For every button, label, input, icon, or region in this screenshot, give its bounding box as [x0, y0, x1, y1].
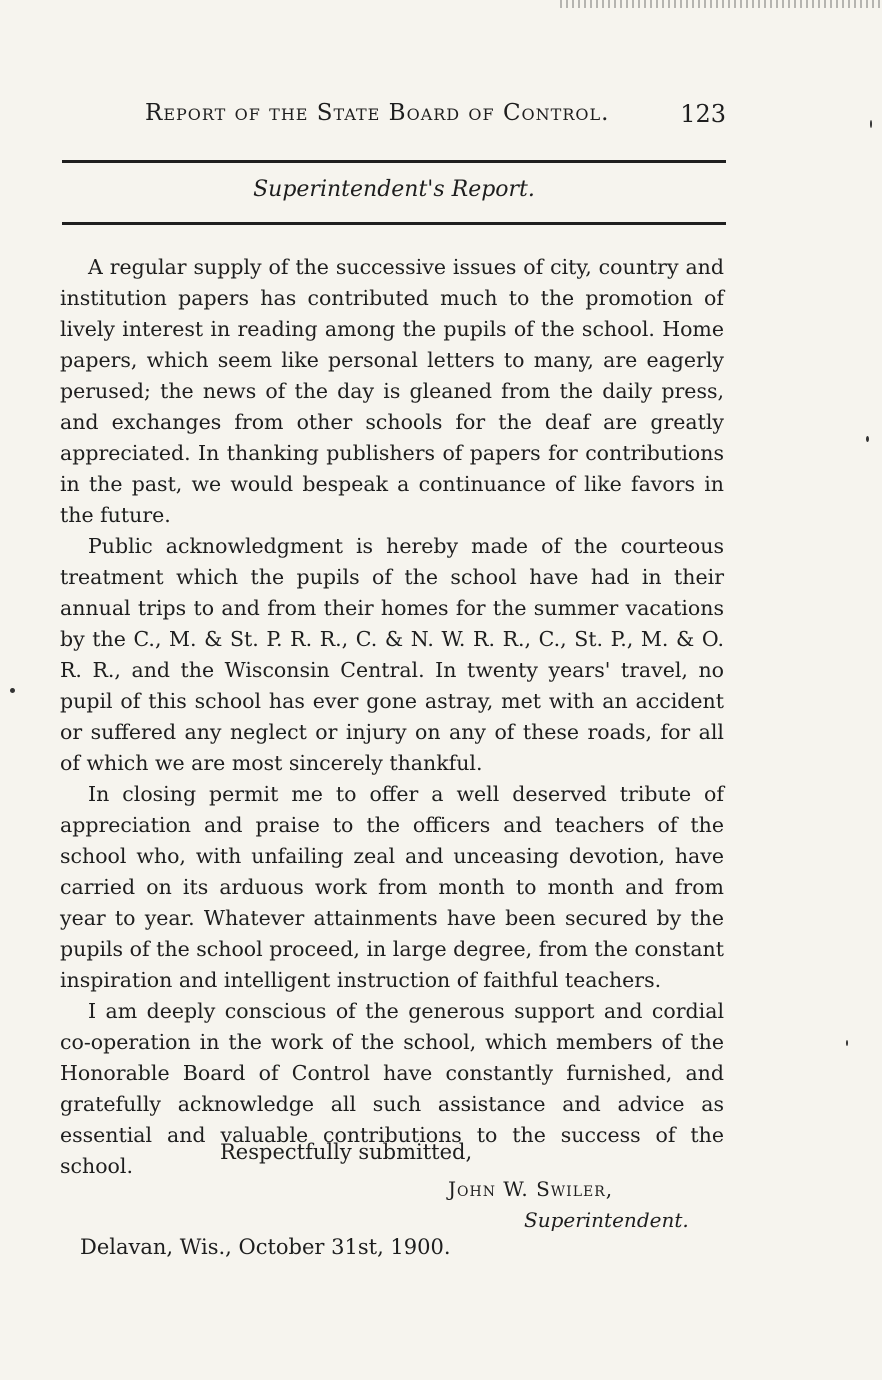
scan-speck [846, 1040, 848, 1046]
paragraph-board: I am deeply conscious of the generous support and cordial co-operation in the work of the school, which members of the Honorable Board of Control have constantly furnished, and gratefully acknowledge all such assistance and advice as essential and valuable contributions to the success of the school. [60, 999, 724, 1178]
header-rule-bottom [62, 222, 726, 225]
paragraph-papers: A regular supply of the successive issues of city, country and institution papers has contributed much to the promotion of lively interest in reading among the pupils of the school. Home papers, which seem like personal letters to many, are eagerly perused; the news of the day is gleaned from the daily press, and exchanges from other schools for the deaf are greatly appreciated. In thanking publishers of papers for contributions in the past, we would bespeak a continuance of like favors in the future. [60, 255, 724, 527]
scan-edge-noise [560, 0, 882, 8]
page-number: 123 [680, 100, 726, 128]
signoff: Respectfully submitted, [220, 1140, 473, 1164]
signer-title: Superintendent. [524, 1208, 689, 1232]
paragraph-teachers: In closing permit me to offer a well deserved tribute of appreciation and praise to the officers and teachers of the school who, with unfailing zeal and unceasing devotion, have carried on its arduous work from month to month and from year to year. Whatever attainments have been secured by the pupils of the school proceed, in large degree, from the constant inspiration and intelligent instruction of faithful teachers. [60, 782, 724, 992]
scan-speck [870, 120, 872, 128]
scan-speck [866, 436, 869, 442]
running-head [60, 100, 726, 136]
scan-speck [10, 688, 15, 693]
dateline: Delavan, Wis., October 31st, 1900. [80, 1235, 451, 1259]
report-body [60, 252, 724, 1182]
signer-name: John W. Swiler, [448, 1177, 614, 1201]
header-rule-top [62, 160, 726, 163]
section-title: Superintendent's Report. [253, 177, 535, 202]
paragraph-railroads: Public acknowledgment is hereby made of the courteous treatment which the pupils of the school have had in their annual trips to and from their homes for the summer vacations by the C., M. & St. P. R. R., C. & N. W. R. R., C., St. P., M. & O. R. R., and the Wisconsin Central. In twenty years' travel, no pupil of this school has ever gone astray, met with an accident or suffered any neglect or injury on any of these roads, for all of which we are most sincerely thankful. [60, 534, 724, 775]
running-title: Report of the State Board of Control. [145, 100, 610, 126]
